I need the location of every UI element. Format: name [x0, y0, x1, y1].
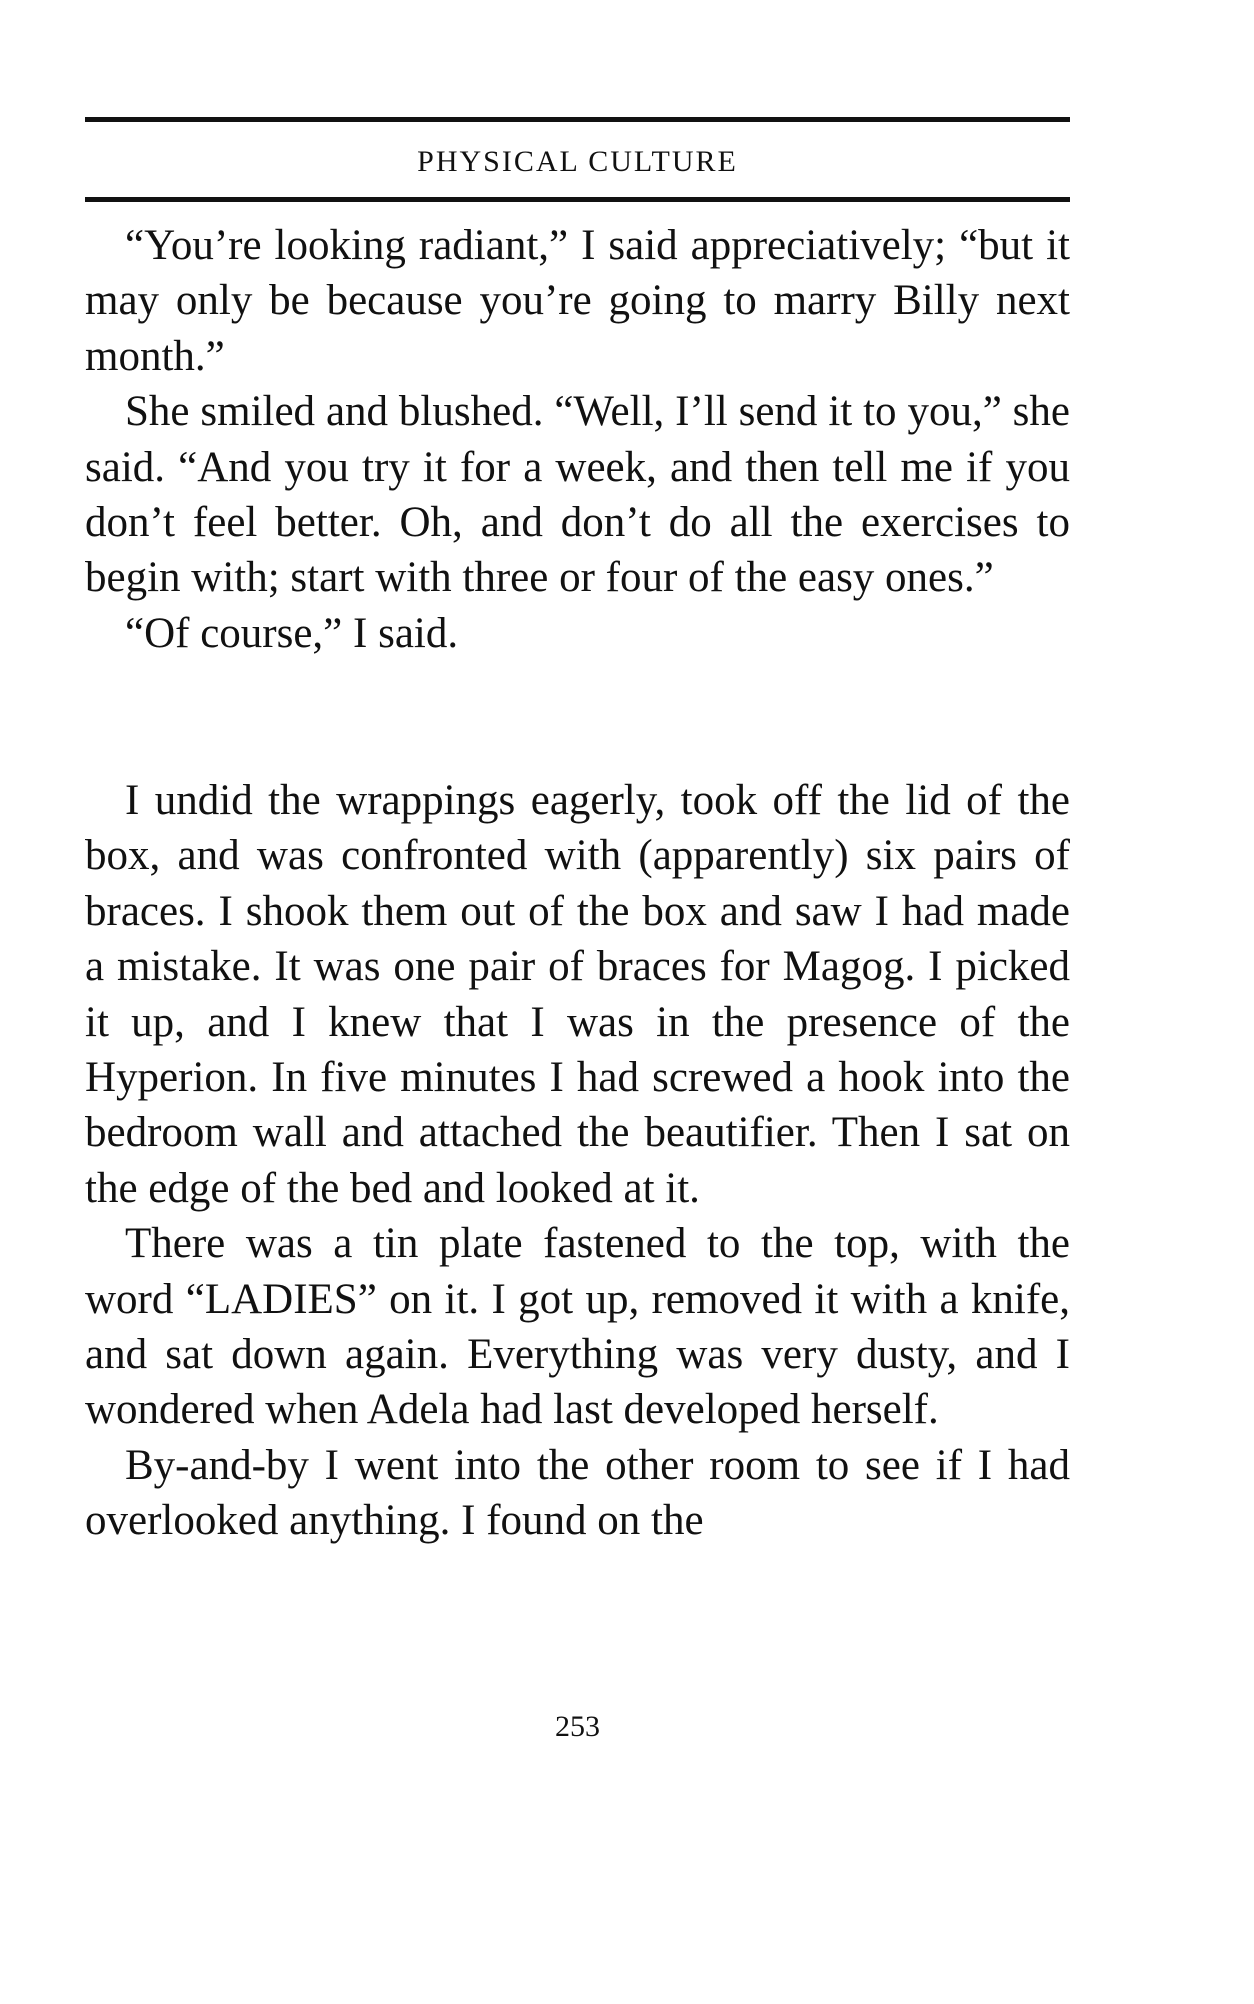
header-top-rule [85, 117, 1070, 122]
paragraph: “You’re looking radiant,” I said appreciatively; “but it may only be because you’re going to marry Billy next month.” [85, 222, 1070, 380]
text-section-1 [85, 218, 1070, 661]
header-bottom-rule [85, 197, 1070, 202]
running-title: PHYSICAL CULTURE [417, 145, 738, 178]
paragraph: There was a tin plate fastened to the top, with the word “LADIES” on it. I got up, removed it with a knife, and sat down again. Everything was very dusty, and I wondered when Adela had last developed herself. [85, 1220, 1070, 1434]
text-section-2 [85, 773, 1070, 1549]
paragraph: By-and-by I went into the other room to see if I had overlooked anything. I found on the [85, 1441, 1070, 1545]
paragraph: She smiled and blushed. “Well, I’ll send it to you,” she said. “And you try it for a week, and then tell me if you don’t feel better. Oh, and don’t do all the exercises to begin with; start with three or four of the easy ones.” [85, 388, 1070, 602]
page-number: 253 [555, 1710, 600, 1743]
paragraph: I undid the wrappings eagerly, took off the lid of the box, and was confronted with (apparently) six pairs of braces. I shook them out of the box and saw I had made a mistake. It was one pair of braces for Magog. I picked it up, and I knew that I was in the presence of the Hyperion. In five minutes I had screwed a hook into the bedroom wall and attached the beautifier. Then I sat on the edge of the bed and looked at it. [85, 777, 1070, 1212]
paragraph: “Of course,” I said. [125, 609, 459, 657]
book-page [85, 110, 1070, 1960]
